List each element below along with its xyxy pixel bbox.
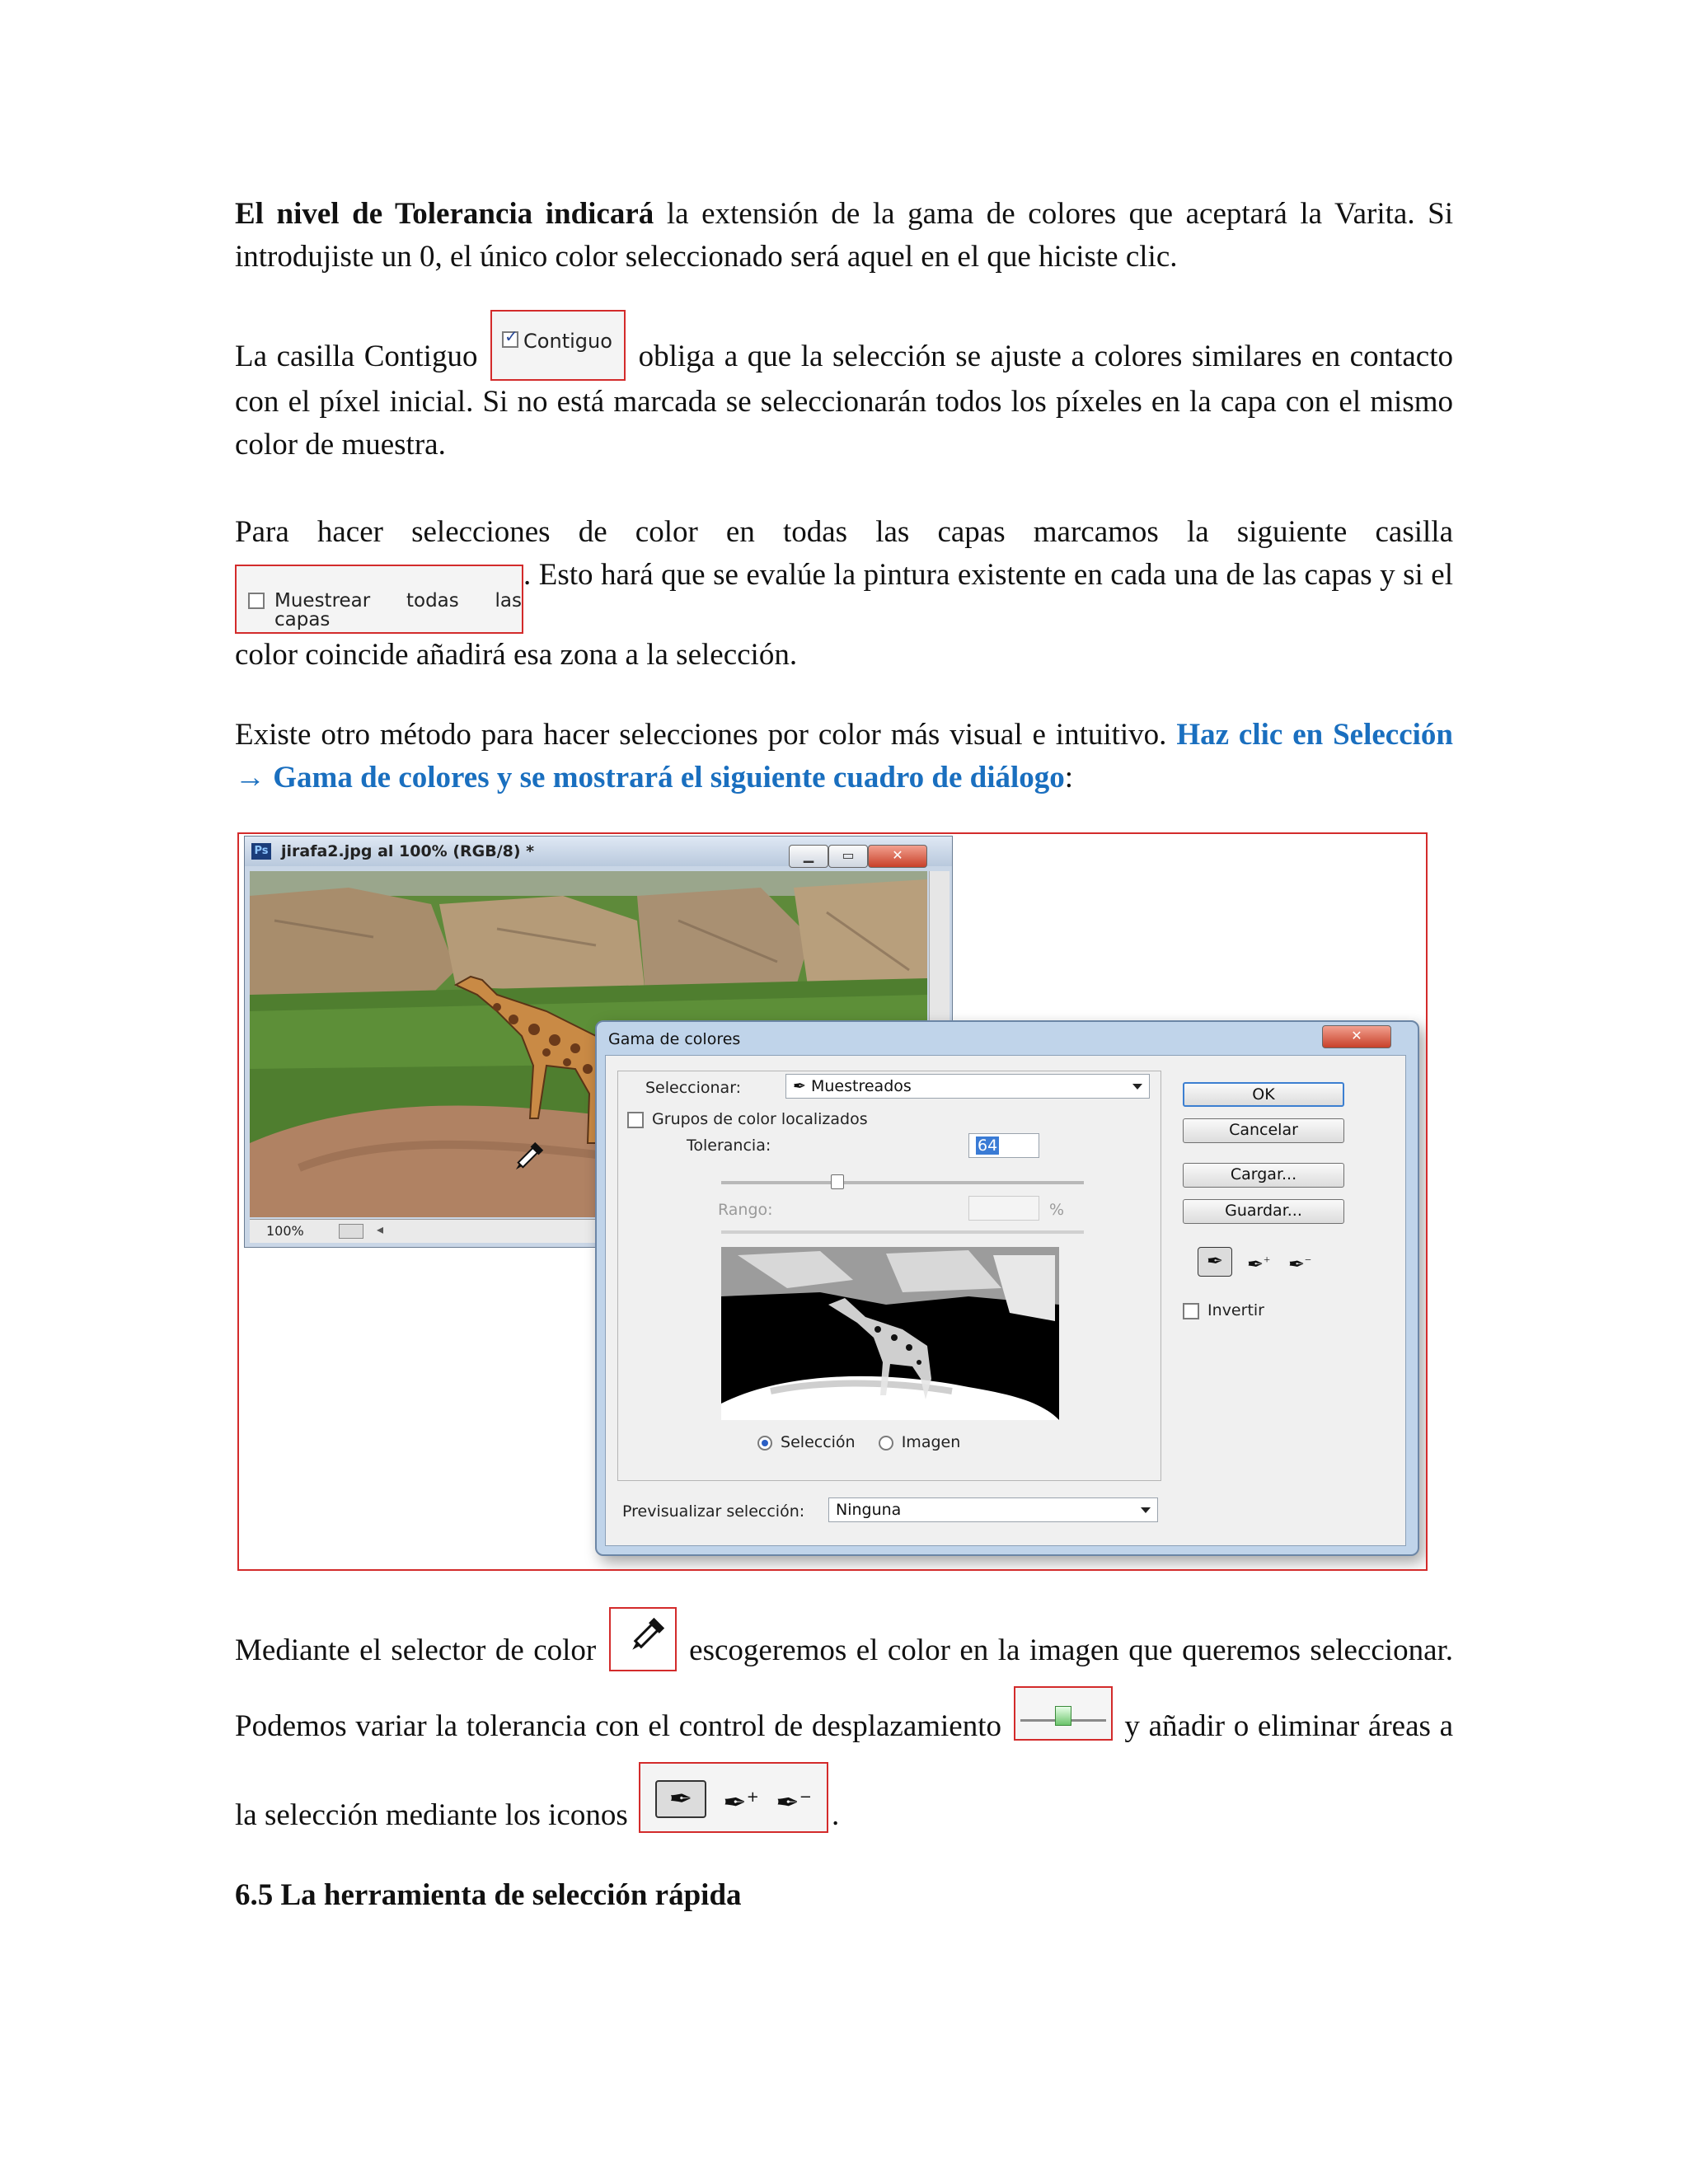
cancel-button[interactable]: Cancelar bbox=[1183, 1118, 1344, 1143]
color-range-screenshot-figure bbox=[237, 832, 1428, 1571]
eyedropper-figure bbox=[609, 1607, 677, 1671]
ps-window-title: jirafa2.jpg al 100% (RGB/8) * bbox=[281, 842, 535, 860]
preview-selection-dropdown[interactable] bbox=[828, 1497, 1158, 1522]
contiguo-intro-text: La casilla Contiguo bbox=[235, 340, 478, 373]
section-heading: 6.5 La herramienta de selección rápida bbox=[235, 1878, 742, 1912]
eyedropper-icon[interactable]: ✒ bbox=[1198, 1247, 1232, 1277]
dialog-titlebar bbox=[597, 1022, 1418, 1055]
eyedropper-icons-figure bbox=[639, 1762, 828, 1833]
eyedropper-period: . bbox=[832, 1798, 840, 1832]
contiguo-explanation-text: obliga a que la selección se ajuste a colores similares en contacto con el píxel inicial. Si no está marcada se seleccionarán todos los píxeles en la capa con el mismo color de muestra. bbox=[235, 340, 1454, 462]
paragraph-eyedropper-tools bbox=[235, 1607, 1453, 1851]
ps-status-menu-icon[interactable] bbox=[339, 1224, 363, 1239]
sample-layers-intro-text: Para hacer selecciones de color en todas las capas marcamos la siguiente casilla bbox=[235, 515, 1453, 549]
scroll-left-arrow-icon[interactable]: ◂ bbox=[377, 1223, 384, 1237]
paragraph-contiguo bbox=[235, 310, 1453, 466]
view-mode-radios bbox=[757, 1433, 960, 1451]
select-dropdown[interactable] bbox=[785, 1074, 1150, 1099]
slider-tail-text: y añadir o eliminar áreas a la selección mediante los iconos bbox=[235, 1709, 1454, 1832]
selection-preview-mask bbox=[721, 1247, 1059, 1420]
maximize-button[interactable]: ▭ bbox=[828, 845, 868, 868]
invert-checkbox-row[interactable] bbox=[1183, 1301, 1264, 1319]
eyedropper-add-icon[interactable]: ✒+ bbox=[1246, 1254, 1270, 1276]
sample-all-layers-label: Muestrear todas las capas bbox=[274, 590, 522, 630]
select-label: Seleccionar: bbox=[645, 1079, 742, 1097]
eyedropper-subtract-icon[interactable]: ✒− bbox=[1287, 1254, 1311, 1276]
range-input[interactable] bbox=[968, 1196, 1039, 1221]
dialog-close-button[interactable]: ✕ bbox=[1322, 1025, 1391, 1048]
paragraph-sample-all-layers bbox=[235, 511, 1453, 677]
sample-all-layers-figure bbox=[235, 565, 523, 634]
localized-groups-label: Grupos de color localizados bbox=[652, 1110, 868, 1128]
tolerance-label: Tolerancia: bbox=[687, 1137, 771, 1155]
image-radio-label: Imagen bbox=[901, 1433, 961, 1451]
dialog-button-column bbox=[1183, 1056, 1364, 1517]
chevron-down-icon bbox=[1132, 1084, 1142, 1090]
eyedropper-small-icon: ✒ bbox=[793, 1077, 806, 1095]
tolerance-slider-thumb[interactable] bbox=[831, 1174, 844, 1189]
tolerance-input[interactable] bbox=[968, 1133, 1039, 1158]
eyedropper-intro-text: Mediante el selector de color bbox=[235, 1633, 597, 1667]
photoshop-app-icon: Ps bbox=[251, 843, 271, 860]
eyedropper-figure-icon bbox=[611, 1609, 675, 1670]
invert-label: Invertir bbox=[1207, 1301, 1264, 1319]
unchecked-checkbox-icon bbox=[248, 593, 265, 609]
tolerance-bold-text: El nivel de Tolerancia indicará bbox=[235, 197, 654, 231]
mask-preview-drawing bbox=[721, 1247, 1059, 1420]
localized-groups-checkbox[interactable] bbox=[627, 1112, 644, 1128]
checked-checkbox-icon bbox=[502, 331, 518, 348]
color-range-dialog bbox=[595, 1020, 1419, 1556]
eyedropper-select-icon: ✒ bbox=[655, 1780, 706, 1818]
image-radio[interactable] bbox=[879, 1436, 893, 1451]
selection-radio-label: Selección bbox=[781, 1433, 856, 1451]
preview-selection-value: Ninguna bbox=[836, 1501, 902, 1519]
eyedropper-explanation-text: escogeremos el color en la imagen que queremos seleccionar. Podemos variar la tolerancia con el control de desplazamiento bbox=[235, 1633, 1454, 1743]
eyedropper-tools-row bbox=[1198, 1247, 1329, 1280]
ps-zoom-level[interactable]: 100% bbox=[266, 1223, 304, 1239]
color-range-intro-text: Existe otro método para hacer selecciones por color más visual e intuitivo. bbox=[235, 718, 1177, 752]
range-label: Rango: bbox=[718, 1201, 773, 1219]
selection-radio[interactable] bbox=[757, 1436, 772, 1451]
eyedropper-minus-icon: ✒− bbox=[776, 1786, 812, 1820]
color-range-instruction-link[interactable]: Haz clic en Selección → Gama de colores y se mostrará el siguiente cuadro de diálogo bbox=[235, 718, 1453, 794]
contiguo-checkbox-label: Contiguo bbox=[523, 330, 612, 353]
color-range-colon: : bbox=[1064, 761, 1074, 794]
minimize-button[interactable]: ▁ bbox=[789, 845, 828, 868]
contiguo-checkbox-figure bbox=[490, 310, 626, 381]
tolerance-text: la extensión de la gama de colores que aceptará la Varita. Si introdujiste un 0, el único color seleccionado será aquel en el que hiciste clic. bbox=[235, 197, 1453, 274]
select-value: Muestreados bbox=[811, 1077, 912, 1095]
localized-groups-checkbox-row[interactable] bbox=[627, 1110, 868, 1128]
invert-checkbox[interactable] bbox=[1183, 1303, 1199, 1319]
tolerance-value: 64 bbox=[978, 1137, 998, 1155]
range-slider[interactable] bbox=[721, 1230, 1084, 1234]
sample-layers-explanation-text: . Esto hará que se evalúe la pintura existente en cada una de las capas y si el color coincide añadirá esa zona a la selección. bbox=[235, 558, 1453, 672]
slider-figure bbox=[1014, 1686, 1113, 1741]
ps-titlebar bbox=[245, 837, 952, 866]
save-button[interactable]: Guardar... bbox=[1183, 1199, 1344, 1224]
paragraph-tolerance bbox=[235, 193, 1453, 279]
preview-selection-label: Previsualizar selección: bbox=[622, 1502, 805, 1521]
paragraph-color-range bbox=[235, 714, 1453, 799]
range-percent-unit: % bbox=[1049, 1201, 1065, 1219]
chevron-down-icon bbox=[1141, 1507, 1151, 1513]
close-button[interactable]: ✕ bbox=[868, 845, 927, 868]
eyedropper-plus-icon: ✒+ bbox=[723, 1786, 759, 1820]
dialog-body bbox=[605, 1055, 1406, 1546]
ok-button[interactable]: OK bbox=[1183, 1082, 1344, 1107]
dialog-title: Gama de colores bbox=[608, 1030, 741, 1048]
tolerance-slider[interactable] bbox=[721, 1181, 1084, 1184]
load-button[interactable]: Cargar... bbox=[1183, 1163, 1344, 1188]
slider-thumb-icon bbox=[1055, 1706, 1071, 1726]
